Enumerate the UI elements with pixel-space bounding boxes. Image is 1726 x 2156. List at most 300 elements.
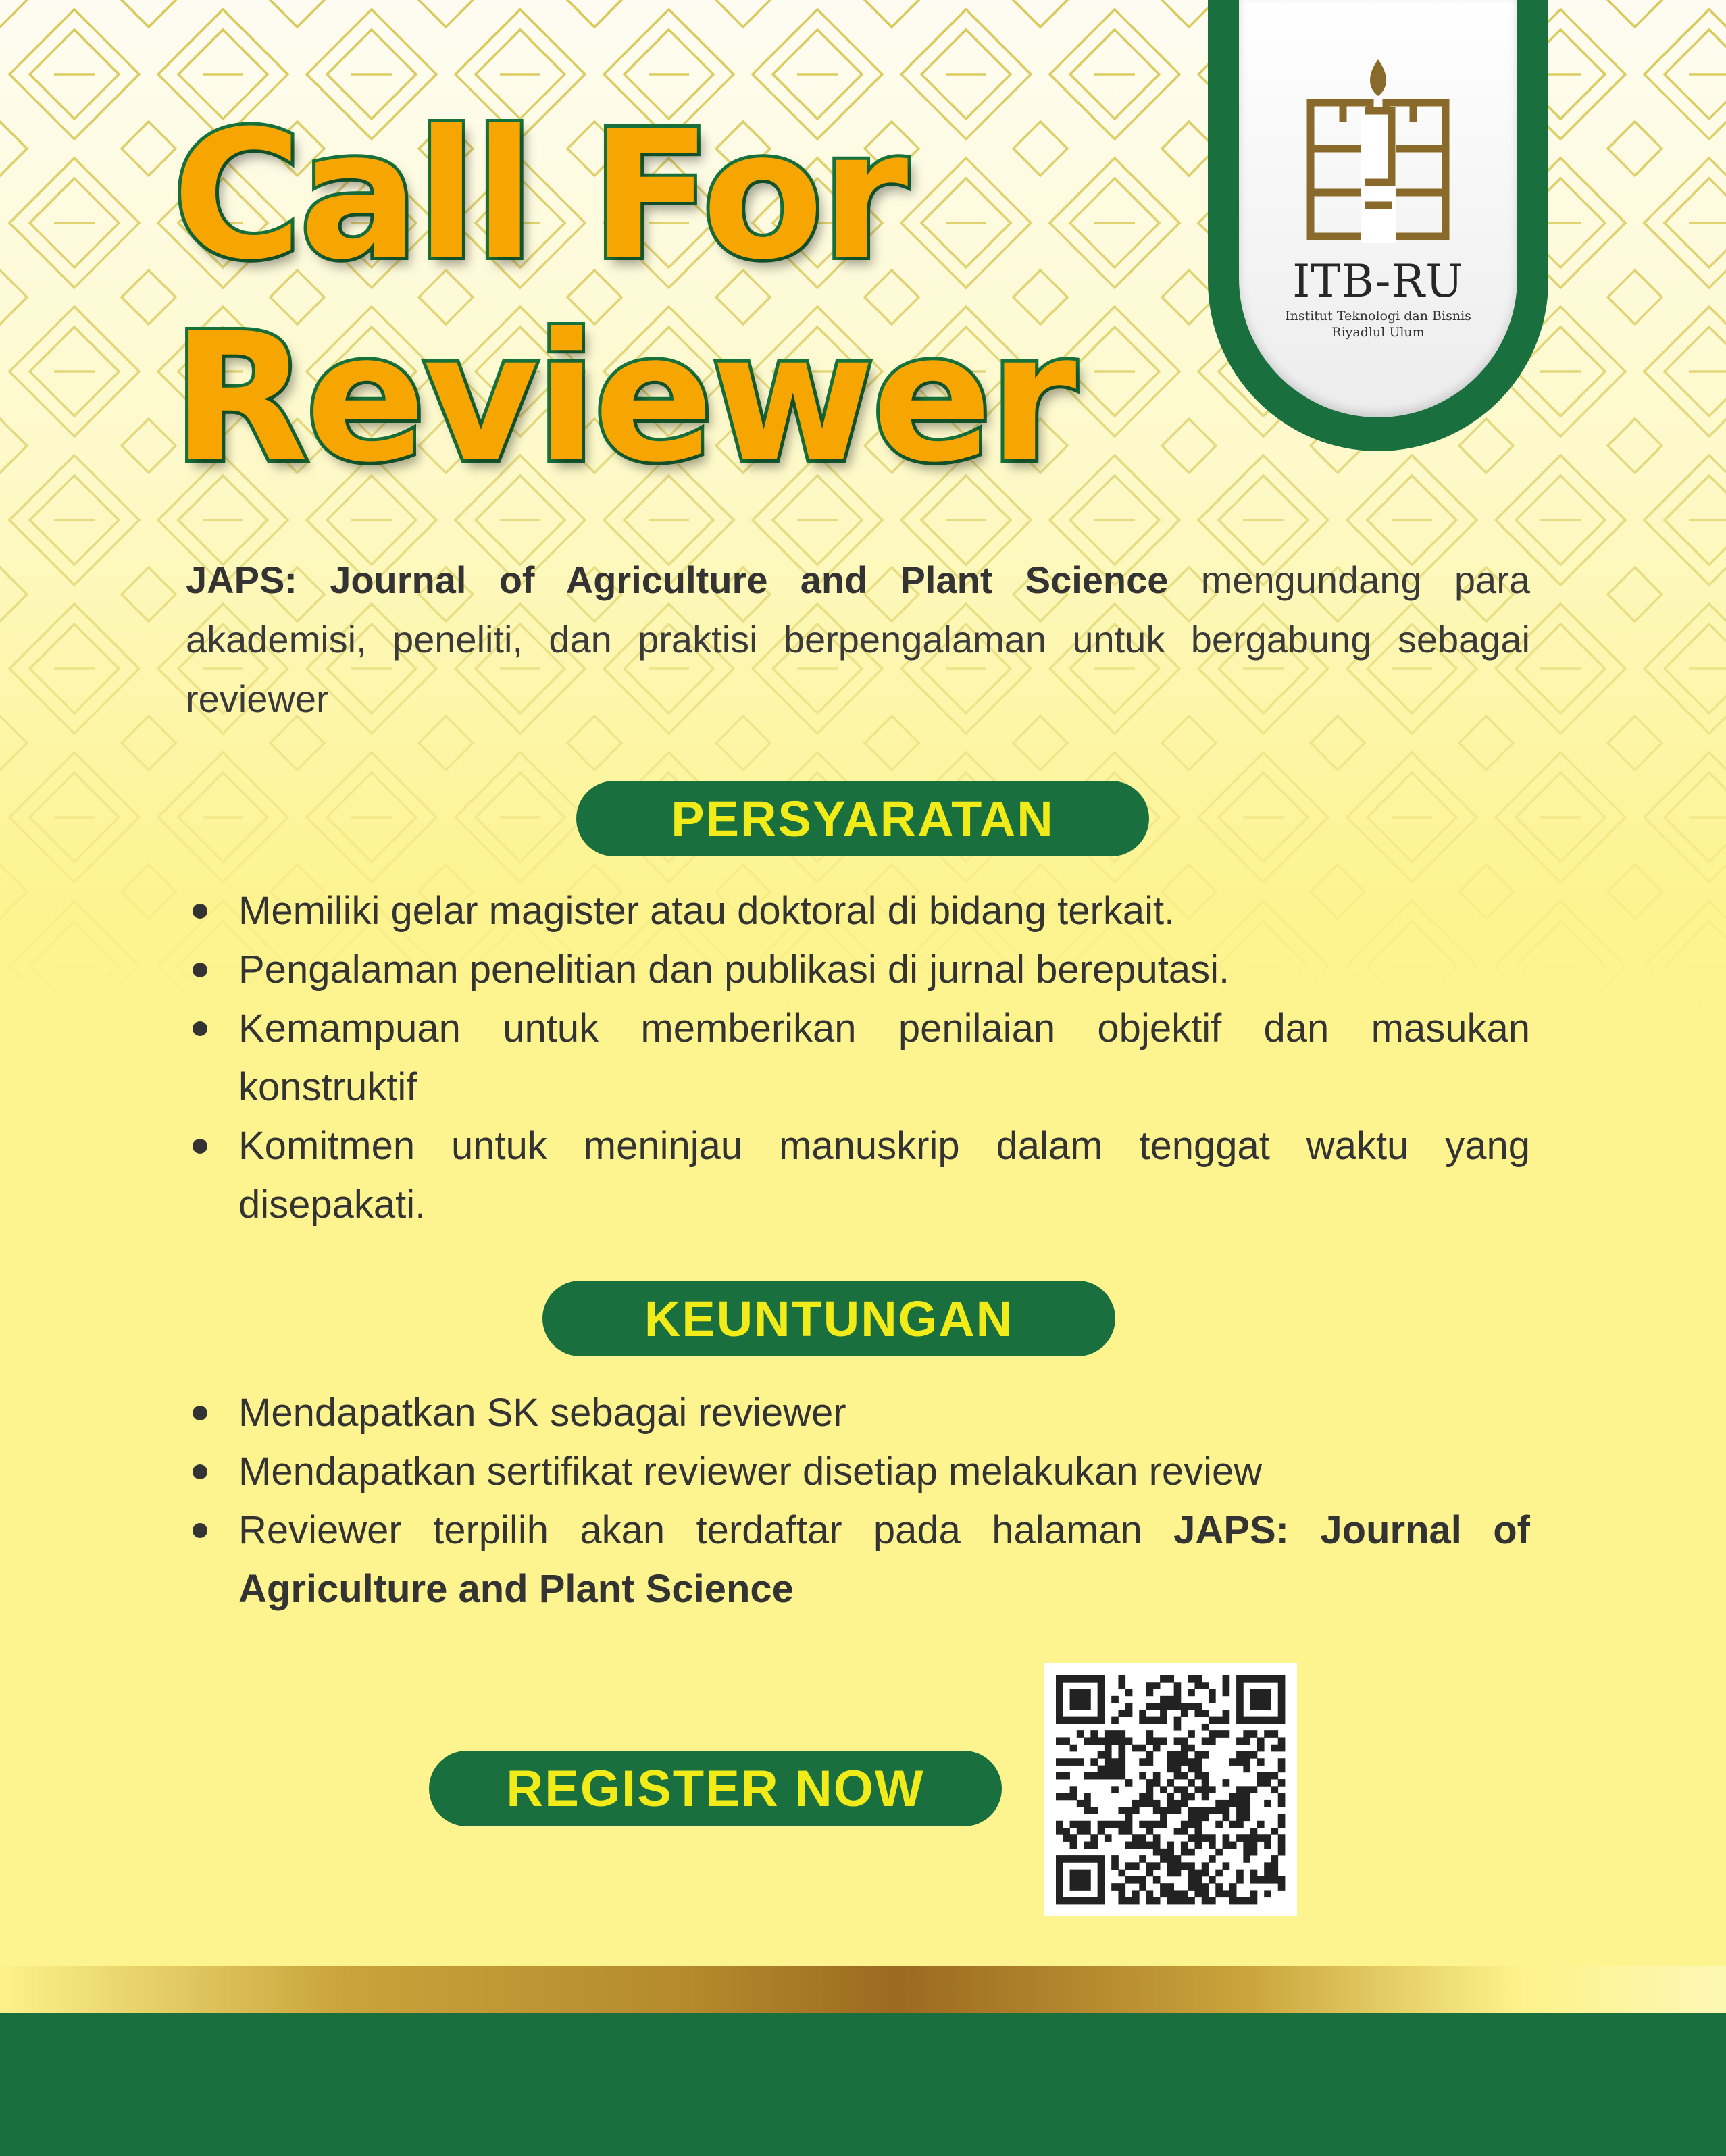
qr-module (1167, 1842, 1174, 1849)
qr-module (1070, 1883, 1077, 1891)
qr-module (1146, 1737, 1154, 1745)
qr-module (1188, 1689, 1195, 1697)
qr-module (1236, 1682, 1244, 1689)
qr-module (1194, 1807, 1202, 1814)
qr-module (1250, 1834, 1258, 1842)
qr-module (1202, 1883, 1209, 1891)
qr-module (1111, 1772, 1119, 1780)
qr-module (1146, 1717, 1154, 1724)
qr-module (1202, 1682, 1209, 1689)
qr-module (1077, 1897, 1084, 1905)
qr-module (1105, 1766, 1112, 1773)
qr-module (1264, 1862, 1271, 1870)
qr-module (1223, 1675, 1230, 1683)
qr-module (1188, 1730, 1195, 1738)
qr-module (1209, 1717, 1216, 1724)
qr-module (1215, 1800, 1223, 1807)
qr-module (1077, 1758, 1084, 1766)
qr-module (1181, 1745, 1188, 1752)
qr-code[interactable] (1044, 1663, 1297, 1916)
qr-module (1056, 1897, 1063, 1905)
qr-module (1250, 1897, 1258, 1905)
qr-module (1160, 1675, 1167, 1683)
qr-module (1236, 1834, 1244, 1842)
qr-module (1174, 1862, 1182, 1870)
qr-module (1243, 1786, 1250, 1793)
qr-module (1125, 1862, 1133, 1870)
qr-module (1202, 1779, 1209, 1787)
qr-module (1118, 1758, 1125, 1766)
qr-module (1146, 1689, 1154, 1697)
qr-module (1236, 1710, 1244, 1717)
qr-module (1153, 1682, 1161, 1689)
qr-module (1223, 1834, 1230, 1842)
qr-module (1084, 1800, 1091, 1807)
qr-module (1188, 1793, 1195, 1801)
qr-module (1056, 1793, 1063, 1801)
qr-module (1264, 1696, 1271, 1703)
qr-module (1257, 1675, 1265, 1683)
qr-module (1278, 1682, 1286, 1689)
qr-module (1271, 1862, 1278, 1870)
qr-module (1160, 1855, 1167, 1863)
qr-module (1105, 1834, 1112, 1842)
qr-module (1070, 1717, 1077, 1724)
qr-module (1098, 1675, 1105, 1683)
qr-module (1188, 1745, 1195, 1752)
qr-module (1153, 1772, 1161, 1780)
qr-module (1215, 1890, 1223, 1897)
qr-module (1084, 1703, 1091, 1710)
qr-module (1084, 1897, 1091, 1905)
qr-module (1181, 1737, 1188, 1745)
intro-text: mengundang para akademisi, peneliti, dan praktisi berpengalaman untuk bergabung sebagai reviewer (186, 559, 1530, 720)
qr-module (1257, 1689, 1265, 1697)
qr-module (1209, 1855, 1216, 1863)
qr-module (1118, 1890, 1125, 1897)
qr-module (1160, 1786, 1167, 1793)
qr-module (1160, 1821, 1167, 1828)
qr-module (1181, 1890, 1188, 1897)
qr-module (1118, 1883, 1125, 1891)
qr-module (1278, 1883, 1286, 1891)
qr-module (1236, 1689, 1244, 1697)
qr-module (1139, 1745, 1146, 1752)
qr-module (1174, 1897, 1182, 1905)
qr-module (1139, 1883, 1146, 1891)
qr-module (1181, 1821, 1188, 1828)
qr-module (1174, 1807, 1182, 1814)
qr-module (1084, 1842, 1091, 1849)
itb-ru-emblem-icon (1302, 54, 1454, 243)
qr-module (1174, 1766, 1182, 1773)
qr-module (1202, 1834, 1209, 1842)
qr-module (1139, 1758, 1146, 1766)
qr-module (1202, 1724, 1209, 1731)
qr-module (1243, 1737, 1250, 1745)
qr-module (1236, 1717, 1244, 1724)
qr-module (1153, 1834, 1161, 1842)
qr-module (1153, 1717, 1161, 1724)
qr-module (1243, 1849, 1250, 1856)
qr-module (1125, 1814, 1133, 1821)
qr-module (1125, 1710, 1133, 1717)
qr-module (1090, 1730, 1098, 1738)
qr-module (1077, 1717, 1084, 1724)
qr-module (1278, 1689, 1286, 1697)
qr-module (1243, 1807, 1250, 1814)
qr-module (1153, 1842, 1161, 1849)
qr-module (1236, 1758, 1244, 1766)
title-line-1: Call For (172, 93, 906, 299)
qr-module (1098, 1772, 1105, 1780)
qr-module (1160, 1849, 1167, 1856)
qr-module (1174, 1800, 1182, 1807)
qr-module (1223, 1800, 1230, 1807)
requirement-item: Memiliki gelar magister atau doktoral di bidang terkait. (186, 881, 1530, 940)
qr-module (1174, 1890, 1182, 1897)
qr-module (1236, 1821, 1244, 1828)
qr-module (1257, 1772, 1265, 1780)
qr-module (1278, 1814, 1286, 1821)
qr-module (1188, 1758, 1195, 1766)
qr-module (1160, 1814, 1167, 1821)
qr-module (1257, 1703, 1265, 1710)
qr-module (1111, 1696, 1119, 1703)
qr-module (1223, 1717, 1230, 1724)
qr-module (1194, 1883, 1202, 1891)
qr-module (1257, 1745, 1265, 1752)
qr-module (1264, 1689, 1271, 1697)
qr-module (1146, 1828, 1154, 1835)
qr-module (1056, 1828, 1063, 1835)
qr-module (1167, 1751, 1174, 1759)
qr-module (1250, 1751, 1258, 1759)
qr-module (1174, 1772, 1182, 1780)
qr-module (1146, 1793, 1154, 1801)
qr-module (1118, 1897, 1125, 1905)
qr-module (1250, 1786, 1258, 1793)
qr-module (1271, 1772, 1278, 1780)
qr-module (1077, 1855, 1084, 1863)
qr-module (1118, 1772, 1125, 1780)
qr-module (1139, 1821, 1146, 1828)
qr-module (1077, 1703, 1084, 1710)
qr-module (1264, 1675, 1271, 1683)
qr-module (1215, 1849, 1223, 1856)
title-line-2: Reviewer (172, 295, 1074, 501)
qr-module (1229, 1890, 1237, 1897)
requirement-item: Kemampuan untuk memberikan penilaian objektif dan masukan konstruktif (186, 999, 1530, 1116)
qr-module (1250, 1842, 1258, 1849)
qr-module (1278, 1696, 1286, 1703)
qr-module (1209, 1876, 1216, 1884)
qr-module (1160, 1717, 1167, 1724)
qr-module (1167, 1758, 1174, 1766)
qr-module (1098, 1689, 1105, 1697)
qr-module (1056, 1703, 1063, 1710)
qr-module (1111, 1855, 1119, 1863)
qr-module (1174, 1751, 1182, 1759)
logo-name: ITB-RU (1292, 255, 1464, 307)
qr-module (1153, 1745, 1161, 1752)
qr-module (1146, 1890, 1154, 1897)
qr-module (1181, 1793, 1188, 1801)
qr-module (1118, 1682, 1125, 1689)
qr-module (1153, 1849, 1161, 1856)
qr-module (1167, 1883, 1174, 1891)
qr-module (1202, 1897, 1209, 1905)
qr-module (1271, 1745, 1278, 1752)
qr-module (1098, 1828, 1105, 1835)
qr-module (1223, 1862, 1230, 1870)
qr-module (1063, 1897, 1070, 1905)
qr-module (1271, 1675, 1278, 1683)
qr-module (1070, 1821, 1077, 1828)
qr-module (1243, 1800, 1250, 1807)
qr-module (1056, 1821, 1063, 1828)
qr-module (1098, 1883, 1105, 1891)
qr-module (1160, 1737, 1167, 1745)
qr-module (1278, 1821, 1286, 1828)
qr-module (1077, 1883, 1084, 1891)
qr-module (1167, 1890, 1174, 1897)
qr-module (1236, 1814, 1244, 1821)
qr-module (1194, 1766, 1202, 1773)
qr-module (1202, 1751, 1209, 1759)
qr-module (1250, 1870, 1258, 1877)
qr-module (1236, 1696, 1244, 1703)
qr-module (1070, 1870, 1077, 1877)
qr-module (1118, 1766, 1125, 1773)
benefit-item (186, 1501, 1530, 1618)
qr-module (1278, 1876, 1286, 1884)
qr-module (1243, 1675, 1250, 1683)
qr-module (1084, 1772, 1091, 1780)
qr-module (1257, 1821, 1265, 1828)
qr-module (1243, 1730, 1250, 1738)
qr-module (1118, 1710, 1125, 1717)
qr-module (1118, 1737, 1125, 1745)
qr-module (1264, 1890, 1271, 1897)
qr-module (1278, 1849, 1286, 1856)
qr-module (1229, 1821, 1237, 1828)
qr-module (1146, 1897, 1154, 1905)
qr-module (1202, 1737, 1209, 1745)
qr-module (1188, 1703, 1195, 1710)
qr-module (1090, 1855, 1098, 1863)
qr-module (1209, 1730, 1216, 1738)
qr-module (1084, 1883, 1091, 1891)
qr-module (1063, 1793, 1070, 1801)
qr-module (1098, 1737, 1105, 1745)
qr-module (1223, 1842, 1230, 1849)
qr-module (1160, 1703, 1167, 1710)
qr-module (1188, 1876, 1195, 1884)
qr-module (1070, 1876, 1077, 1884)
qr-module (1146, 1821, 1154, 1828)
qr-module (1202, 1862, 1209, 1870)
qr-module (1194, 1751, 1202, 1759)
qr-module (1125, 1807, 1133, 1814)
qr-module (1063, 1758, 1070, 1766)
qr-module (1111, 1821, 1119, 1828)
qr-module (1098, 1862, 1105, 1870)
qr-module (1167, 1870, 1174, 1877)
qr-module (1132, 1834, 1140, 1842)
benefits-list (186, 1383, 1530, 1618)
qr-module (1250, 1730, 1258, 1738)
qr-module (1223, 1710, 1230, 1717)
qr-module (1174, 1682, 1182, 1689)
qr-module (1202, 1772, 1209, 1780)
qr-module (1236, 1737, 1244, 1745)
qr-module (1264, 1730, 1271, 1738)
qr-module (1278, 1793, 1286, 1801)
qr-module (1250, 1696, 1258, 1703)
qr-module (1257, 1876, 1265, 1884)
qr-module (1215, 1730, 1223, 1738)
qr-module (1105, 1737, 1112, 1745)
qr-module (1194, 1890, 1202, 1897)
qr-module (1236, 1675, 1244, 1683)
qr-module (1139, 1710, 1146, 1717)
qr-module (1084, 1855, 1091, 1863)
qr-module (1098, 1717, 1105, 1724)
qr-module (1084, 1821, 1091, 1828)
qr-module (1056, 1772, 1063, 1780)
qr-module (1250, 1703, 1258, 1710)
qr-module (1139, 1800, 1146, 1807)
qr-module (1167, 1766, 1174, 1773)
qr-module (1153, 1703, 1161, 1710)
qr-module (1188, 1849, 1195, 1856)
qr-module (1181, 1800, 1188, 1807)
register-now-button[interactable]: REGISTER NOW (429, 1751, 1002, 1826)
qr-module (1215, 1883, 1223, 1891)
qr-module (1271, 1730, 1278, 1738)
qr-module (1174, 1737, 1182, 1745)
qr-module (1056, 1696, 1063, 1703)
qr-module (1174, 1696, 1182, 1703)
qr-module (1105, 1758, 1112, 1766)
qr-module (1271, 1828, 1278, 1835)
qr-module (1111, 1758, 1119, 1766)
qr-module (1153, 1807, 1161, 1814)
qr-module (1153, 1821, 1161, 1828)
qr-module (1264, 1779, 1271, 1787)
qr-module (1250, 1717, 1258, 1724)
qr-module (1278, 1703, 1286, 1710)
qr-module (1188, 1862, 1195, 1870)
qr-module (1209, 1807, 1216, 1814)
benefits-heading: KEUNTUNGAN (542, 1281, 1115, 1356)
qr-module (1229, 1842, 1237, 1849)
qr-module (1070, 1855, 1077, 1863)
qr-module (1118, 1745, 1125, 1752)
qr-module (1056, 1689, 1063, 1697)
qr-module (1077, 1870, 1084, 1877)
qr-module (1125, 1779, 1133, 1787)
qr-module (1098, 1703, 1105, 1710)
qr-module (1223, 1730, 1230, 1738)
qr-module (1139, 1834, 1146, 1842)
qr-module (1257, 1737, 1265, 1745)
qr-module (1146, 1751, 1154, 1759)
qr-module (1229, 1883, 1237, 1891)
qr-module (1070, 1793, 1077, 1801)
qr-module (1139, 1772, 1146, 1780)
qr-module (1125, 1897, 1133, 1905)
qr-module (1167, 1855, 1174, 1863)
qr-module (1236, 1870, 1244, 1877)
qr-module (1278, 1779, 1286, 1787)
qr-module (1271, 1855, 1278, 1863)
qr-module (1215, 1717, 1223, 1724)
qr-module (1084, 1696, 1091, 1703)
qr-module (1194, 1828, 1202, 1835)
qr-module (1090, 1807, 1098, 1814)
qr-module (1063, 1737, 1070, 1745)
qr-module (1181, 1849, 1188, 1856)
qr-module (1146, 1786, 1154, 1793)
qr-module (1132, 1890, 1140, 1897)
qr-module (1077, 1696, 1084, 1703)
qr-module (1271, 1717, 1278, 1724)
qr-module (1056, 1855, 1063, 1863)
qr-module (1271, 1876, 1278, 1884)
qr-module (1174, 1724, 1182, 1731)
qr-module (1215, 1870, 1223, 1877)
qr-module (1167, 1800, 1174, 1807)
qr-module (1084, 1675, 1091, 1683)
qr-module (1118, 1675, 1125, 1683)
qr-module (1278, 1834, 1286, 1842)
qr-module (1194, 1842, 1202, 1849)
qr-module (1271, 1870, 1278, 1877)
qr-module (1278, 1800, 1286, 1807)
qr-module (1090, 1834, 1098, 1842)
qr-module (1063, 1675, 1070, 1683)
qr-module (1202, 1814, 1209, 1821)
qr-module (1056, 1870, 1063, 1877)
qr-module (1105, 1751, 1112, 1759)
qr-module (1063, 1717, 1070, 1724)
qr-module (1202, 1870, 1209, 1877)
qr-module (1181, 1842, 1188, 1849)
qr-module (1105, 1745, 1112, 1752)
qr-module (1188, 1821, 1195, 1828)
qr-module (1098, 1751, 1105, 1759)
qr-module (1174, 1717, 1182, 1724)
qr-module (1278, 1710, 1286, 1717)
requirements-list (186, 881, 1530, 1234)
qr-module (1084, 1717, 1091, 1724)
qr-module (1167, 1696, 1174, 1703)
qr-module (1084, 1689, 1091, 1697)
qr-module (1167, 1849, 1174, 1856)
qr-module (1070, 1745, 1077, 1752)
qr-module (1209, 1689, 1216, 1697)
benefit-item: Mendapatkan SK sebagai reviewer (186, 1383, 1530, 1442)
footer-band (0, 2013, 1726, 2156)
qr-module (1194, 1876, 1202, 1884)
qr-module (1146, 1779, 1154, 1787)
qr-module (1188, 1870, 1195, 1877)
qr-module (1250, 1849, 1258, 1856)
qr-module (1202, 1807, 1209, 1814)
qr-module (1153, 1779, 1161, 1787)
